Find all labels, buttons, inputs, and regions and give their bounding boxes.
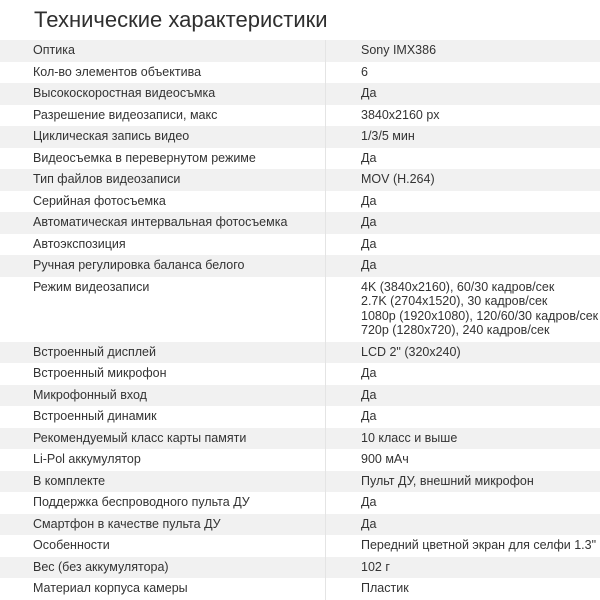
spec-value: Пульт ДУ, внешний микрофон bbox=[326, 471, 600, 493]
spec-value: Да bbox=[326, 492, 600, 514]
spec-value: Передний цветной экран для селфи 1.3" bbox=[326, 535, 600, 557]
page-title: Технические характеристики bbox=[34, 7, 328, 32]
spec-label: Ручная регулировка баланса белого bbox=[0, 255, 326, 277]
spec-value: Да bbox=[326, 406, 600, 428]
spec-value: Да bbox=[326, 363, 600, 385]
spec-value: Да bbox=[326, 212, 600, 234]
spec-label: Особенности bbox=[0, 535, 326, 557]
spec-row bbox=[0, 471, 600, 493]
spec-label: Серийная фотосъемка bbox=[0, 191, 326, 213]
spec-row bbox=[0, 234, 600, 256]
spec-value: Да bbox=[326, 514, 600, 536]
spec-value: 900 мАч bbox=[326, 449, 600, 471]
spec-label: Оптика bbox=[0, 40, 326, 62]
spec-row bbox=[0, 62, 600, 84]
spec-row bbox=[0, 385, 600, 407]
spec-value: 10 класс и выше bbox=[326, 428, 600, 450]
spec-label: Li-Pol аккумулятор bbox=[0, 449, 326, 471]
spec-row bbox=[0, 514, 600, 536]
spec-value: 102 г bbox=[326, 557, 600, 579]
spec-value: Sony IMX386 bbox=[326, 40, 600, 62]
spec-label: Встроенный дисплей bbox=[0, 342, 326, 364]
spec-value: Да bbox=[326, 234, 600, 256]
spec-value: Да bbox=[326, 83, 600, 105]
spec-row bbox=[0, 535, 600, 557]
spec-label: Кол-во элементов объектива bbox=[0, 62, 326, 84]
spec-value: Да bbox=[326, 191, 600, 213]
spec-row bbox=[0, 169, 600, 191]
spec-value: Да bbox=[326, 385, 600, 407]
spec-label: Вес (без аккумулятора) bbox=[0, 557, 326, 579]
spec-value: 6 bbox=[326, 62, 600, 84]
spec-value: LCD 2" (320x240) bbox=[326, 342, 600, 364]
spec-row bbox=[0, 40, 600, 62]
spec-label: Смартфон в качестве пульта ДУ bbox=[0, 514, 326, 536]
spec-value: Да bbox=[326, 255, 600, 277]
spec-row bbox=[0, 83, 600, 105]
spec-value-multiline bbox=[326, 277, 600, 342]
spec-table bbox=[0, 40, 600, 600]
spec-label: Материал корпуса камеры bbox=[0, 578, 326, 600]
spec-row bbox=[0, 277, 600, 342]
spec-label: Высокоскоростная видеосъмка bbox=[0, 83, 326, 105]
spec-value-line: 2.7K (2704x1520), 30 кадров/сек bbox=[361, 294, 548, 308]
spec-row bbox=[0, 428, 600, 450]
spec-value: Да bbox=[326, 148, 600, 170]
spec-row bbox=[0, 406, 600, 428]
spec-row bbox=[0, 342, 600, 364]
spec-row bbox=[0, 449, 600, 471]
spec-value: MOV (H.264) bbox=[326, 169, 600, 191]
spec-label: Циклическая запись видео bbox=[0, 126, 326, 148]
spec-row bbox=[0, 578, 600, 600]
spec-value: Пластик bbox=[326, 578, 600, 600]
spec-row bbox=[0, 148, 600, 170]
spec-row bbox=[0, 557, 600, 579]
spec-label: Видеосъемка в перевернутом режиме bbox=[0, 148, 326, 170]
spec-label: Встроенный микрофон bbox=[0, 363, 326, 385]
spec-row bbox=[0, 191, 600, 213]
spec-row bbox=[0, 255, 600, 277]
spec-row bbox=[0, 363, 600, 385]
spec-label: Поддержка беспроводного пульта ДУ bbox=[0, 492, 326, 514]
spec-label: Разрешение видеозаписи, макс bbox=[0, 105, 326, 127]
spec-label: Автоматическая интервальная фотосъемка bbox=[0, 212, 326, 234]
spec-value-line: 1080p (1920x1080), 120/60/30 кадров/сек bbox=[361, 308, 599, 323]
spec-value: 3840x2160 px bbox=[326, 105, 600, 127]
spec-row bbox=[0, 126, 600, 148]
spec-label: Рекомендуемый класс карты памяти bbox=[0, 428, 326, 450]
spec-value-line: 720p (1280x720), 240 кадров/сек bbox=[361, 323, 550, 337]
spec-value-line: 4K (3840x2160), 60/30 кадров/сек bbox=[361, 279, 555, 294]
spec-label: Автоэкспозиция bbox=[0, 234, 326, 256]
spec-label: В комплекте bbox=[0, 471, 326, 493]
spec-label: Режим видеозаписи bbox=[0, 277, 326, 342]
spec-row bbox=[0, 492, 600, 514]
spec-label: Тип файлов видеозаписи bbox=[0, 169, 326, 191]
spec-label: Встроенный динамик bbox=[0, 406, 326, 428]
spec-row bbox=[0, 105, 600, 127]
spec-value: 1/3/5 мин bbox=[326, 126, 600, 148]
spec-row bbox=[0, 212, 600, 234]
spec-label: Микрофонный вход bbox=[0, 385, 326, 407]
